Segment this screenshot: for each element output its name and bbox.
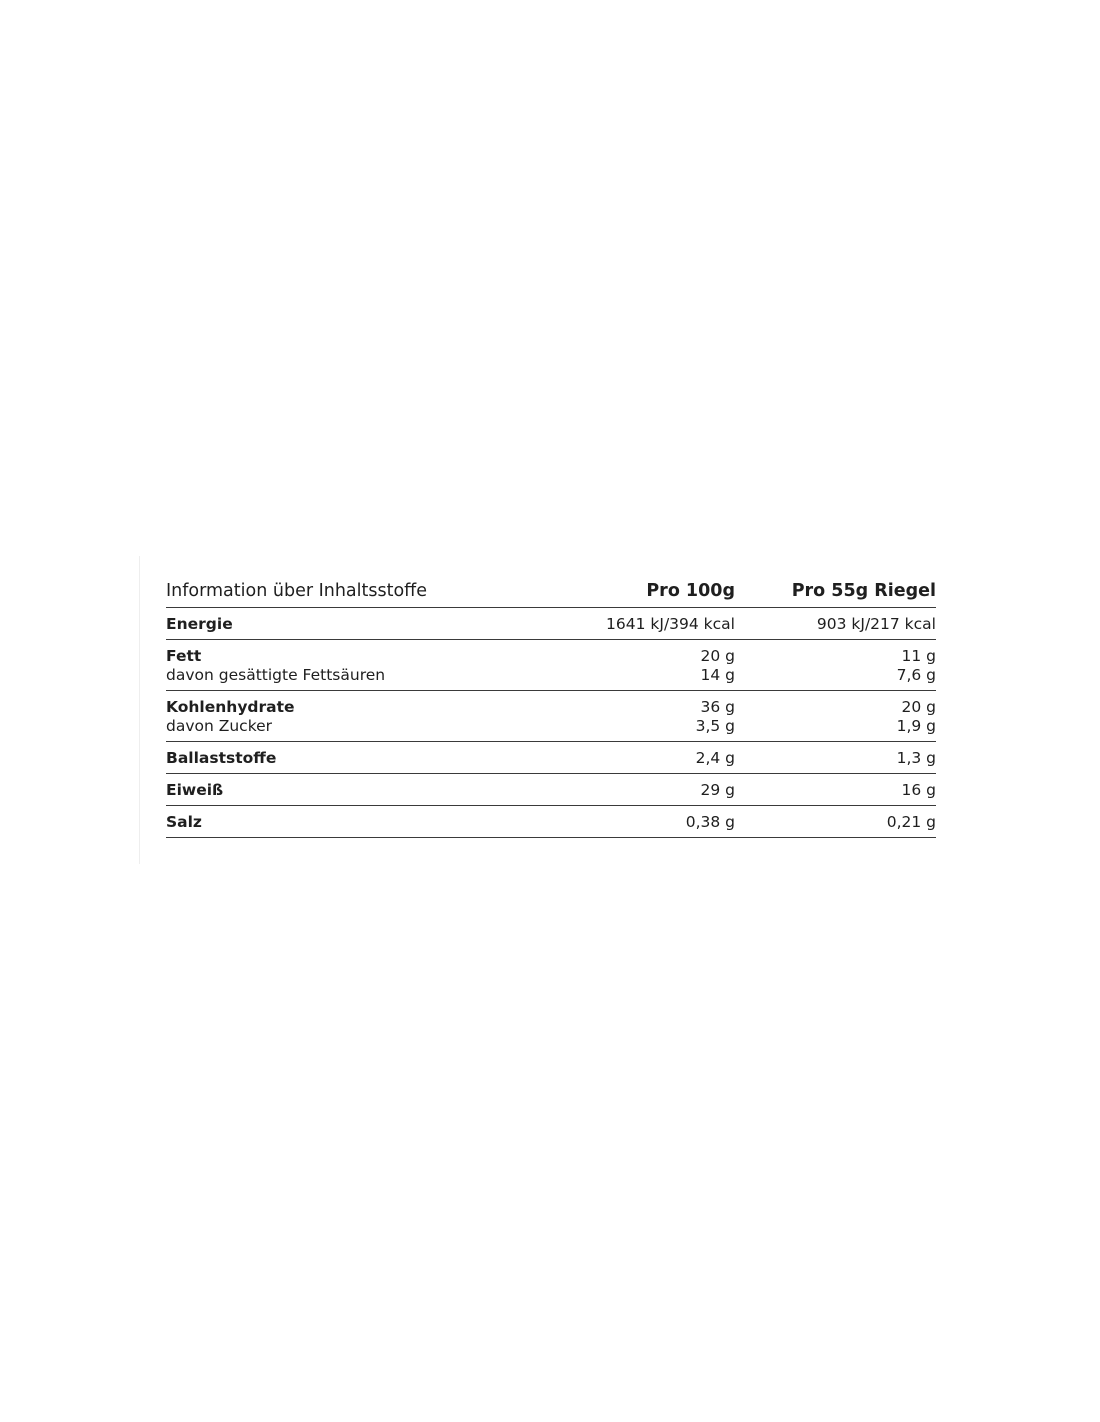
row-label-salz: Salz	[166, 813, 202, 831]
gesaettigte-fettsaeuren-per-55g: 7,6 g	[896, 666, 936, 684]
header-per-100g: Pro 100g	[646, 581, 735, 601]
row-label-ballaststoffe: Ballaststoffe	[166, 749, 277, 767]
kohlenhydrate-per-55g: 20 g	[901, 698, 936, 716]
fett-per-100g: 20 g	[700, 647, 735, 665]
row-label-energie: Energie	[166, 615, 233, 633]
zucker-per-100g: 3,5 g	[695, 717, 735, 735]
energie-per-55g: 903 kJ/217 kcal	[816, 615, 936, 633]
ballaststoffe-per-55g: 1,3 g	[896, 749, 936, 767]
row-sublabel-gesaettigte-fettsaeuren: davon gesättigte Fettsäuren	[166, 666, 386, 684]
salz-per-55g: 0,21 g	[886, 813, 936, 831]
left-divider	[139, 556, 140, 864]
energie-per-100g: 1641 kJ/394 kcal	[606, 615, 735, 633]
row-sublabel-zucker: davon Zucker	[166, 717, 273, 735]
row-label-kohlenhydrate: Kohlenhydrate	[166, 698, 295, 716]
table-row	[166, 774, 936, 806]
row-label-eiweiss: Eiweiß	[166, 781, 224, 799]
row-label-fett: Fett	[166, 647, 202, 665]
kohlenhydrate-per-100g: 36 g	[700, 698, 735, 716]
eiweiss-per-100g: 29 g	[700, 781, 735, 799]
table-row	[166, 691, 936, 742]
header-per-55g-bar: Pro 55g Riegel	[791, 581, 936, 601]
table-row	[166, 640, 936, 691]
salz-per-100g: 0,38 g	[685, 813, 735, 831]
ballaststoffe-per-100g: 2,4 g	[695, 749, 735, 767]
table-row	[166, 608, 936, 640]
fett-per-55g: 11 g	[901, 647, 936, 665]
table-row	[166, 806, 936, 838]
table-row	[166, 742, 936, 774]
gesaettigte-fettsaeuren-per-100g: 14 g	[700, 666, 735, 684]
nutrition-table	[166, 578, 936, 838]
zucker-per-55g: 1,9 g	[896, 717, 936, 735]
table-header	[166, 578, 936, 608]
header-label: Information über Inhaltsstoffe	[166, 581, 428, 601]
eiweiss-per-55g: 16 g	[901, 781, 936, 799]
